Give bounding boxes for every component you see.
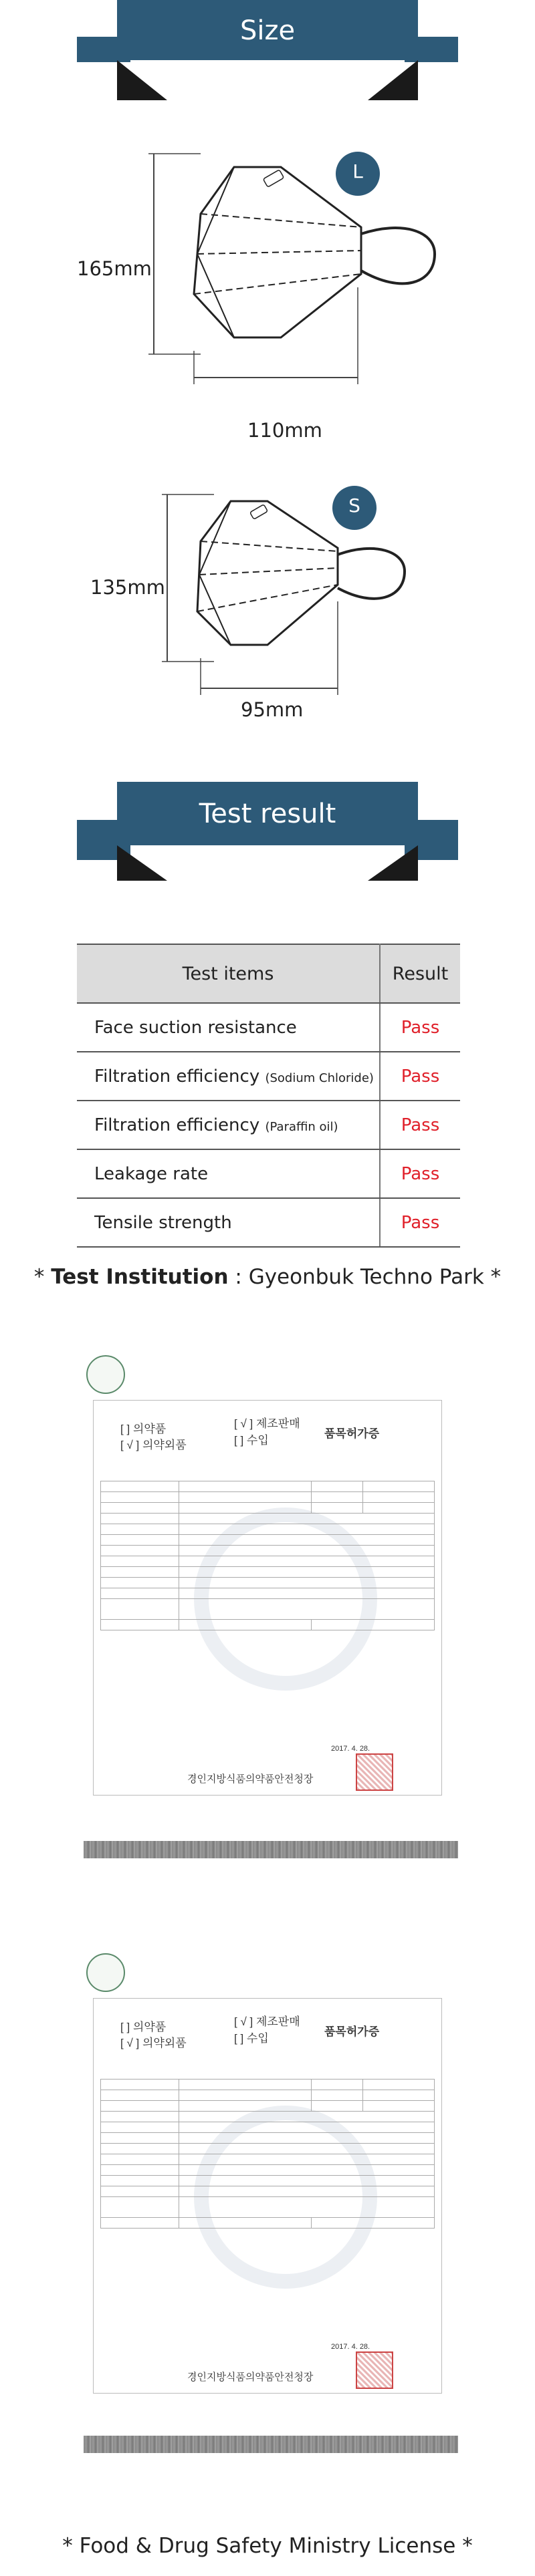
doc-checkbox-quasi-drug: [ √ ] 의약외품 — [120, 1439, 187, 1451]
doc-checkbox-quasi-drug: [ √ ] 의약외품 — [120, 2037, 187, 2049]
ministry-seal-icon — [86, 1355, 125, 1394]
document-grid — [100, 2079, 435, 2229]
mask-diagram-large — [0, 120, 535, 441]
test-item: Filtration efficiency — [94, 1115, 260, 1135]
test-result-banner — [0, 782, 535, 889]
caption-suffix: * — [484, 1265, 502, 1289]
caption-institution: Gyeonbuk Techno Park — [248, 1265, 484, 1289]
test-result: Pass — [380, 1052, 460, 1101]
ministry-seal-icon — [86, 1953, 125, 1992]
table-header-row — [77, 944, 460, 1003]
doc-checkbox-manufacture: [ √ ] 제조판매 — [234, 2015, 300, 2028]
table-row — [77, 1101, 460, 1149]
size-small-height: 135mm — [90, 576, 165, 599]
size-large-height: 165mm — [77, 257, 152, 280]
table-row — [77, 1052, 460, 1101]
test-item: Face suction resistance — [94, 1017, 297, 1038]
license-document-2 — [77, 1941, 458, 2476]
test-item-note: (Sodium Chloride) — [265, 1070, 374, 1085]
doc-title: 품목허가증 — [324, 1427, 380, 1440]
table-row — [77, 1198, 460, 1247]
doc-checkbox-import: [ ] 수입 — [234, 2032, 269, 2045]
doc-checkbox-manufacture: [ √ ] 제조판매 — [234, 1417, 300, 1430]
test-item: Tensile strength — [94, 1212, 232, 1233]
header-test-items: Test items — [77, 944, 380, 1003]
doc-checkbox-drug: [ ] 의약품 — [120, 1423, 167, 1435]
document-frame — [93, 1400, 442, 1796]
test-result: Pass — [380, 1149, 460, 1198]
size-large-width: 110mm — [247, 419, 322, 442]
table-row — [77, 1003, 460, 1052]
official-stamp-icon — [356, 1753, 393, 1791]
size-large-badge: L — [352, 160, 363, 182]
doc-date: 2017. 4. 28. — [331, 2343, 370, 2351]
size-small-badge: S — [348, 494, 360, 517]
caption-prefix: * — [33, 1265, 51, 1289]
caption-label: Test Institution — [51, 1265, 229, 1289]
test-institution-caption — [0, 1265, 535, 1289]
barcode-strip — [84, 1841, 458, 1858]
test-item-note: (Paraffin oil) — [265, 1119, 338, 1134]
document-frame — [93, 1998, 442, 2394]
header-result: Result — [380, 944, 460, 1003]
document-grid — [100, 1481, 435, 1630]
official-stamp-icon — [356, 2351, 393, 2389]
test-result: Pass — [380, 1198, 460, 1247]
size-small-width: 95mm — [241, 698, 304, 721]
table-row — [77, 1149, 460, 1198]
doc-checkbox-drug: [ ] 의약품 — [120, 2021, 167, 2033]
test-result: Pass — [380, 1003, 460, 1052]
doc-date: 2017. 4. 28. — [331, 1745, 370, 1753]
license-caption: * Food & Drug Safety Ministry License * — [62, 2534, 473, 2558]
barcode-strip — [84, 2436, 458, 2453]
test-result: Pass — [380, 1101, 460, 1149]
mask-diagram-small — [0, 468, 535, 708]
test-result-title: Test result — [117, 782, 418, 845]
doc-title: 품목허가증 — [324, 2025, 380, 2038]
doc-issuer: 경인지방식품의약품안전청장 — [187, 2372, 314, 2383]
doc-issuer: 경인지방식품의약품안전청장 — [187, 1773, 314, 1785]
license-document-1 — [77, 1343, 458, 1878]
test-item: Filtration efficiency — [94, 1066, 260, 1087]
caption-sep: : — [228, 1265, 249, 1289]
size-title: Size — [117, 0, 418, 60]
test-result-table — [77, 944, 460, 1248]
size-banner — [0, 0, 535, 60]
test-item: Leakage rate — [94, 1163, 209, 1184]
doc-checkbox-import: [ ] 수입 — [234, 1434, 269, 1447]
